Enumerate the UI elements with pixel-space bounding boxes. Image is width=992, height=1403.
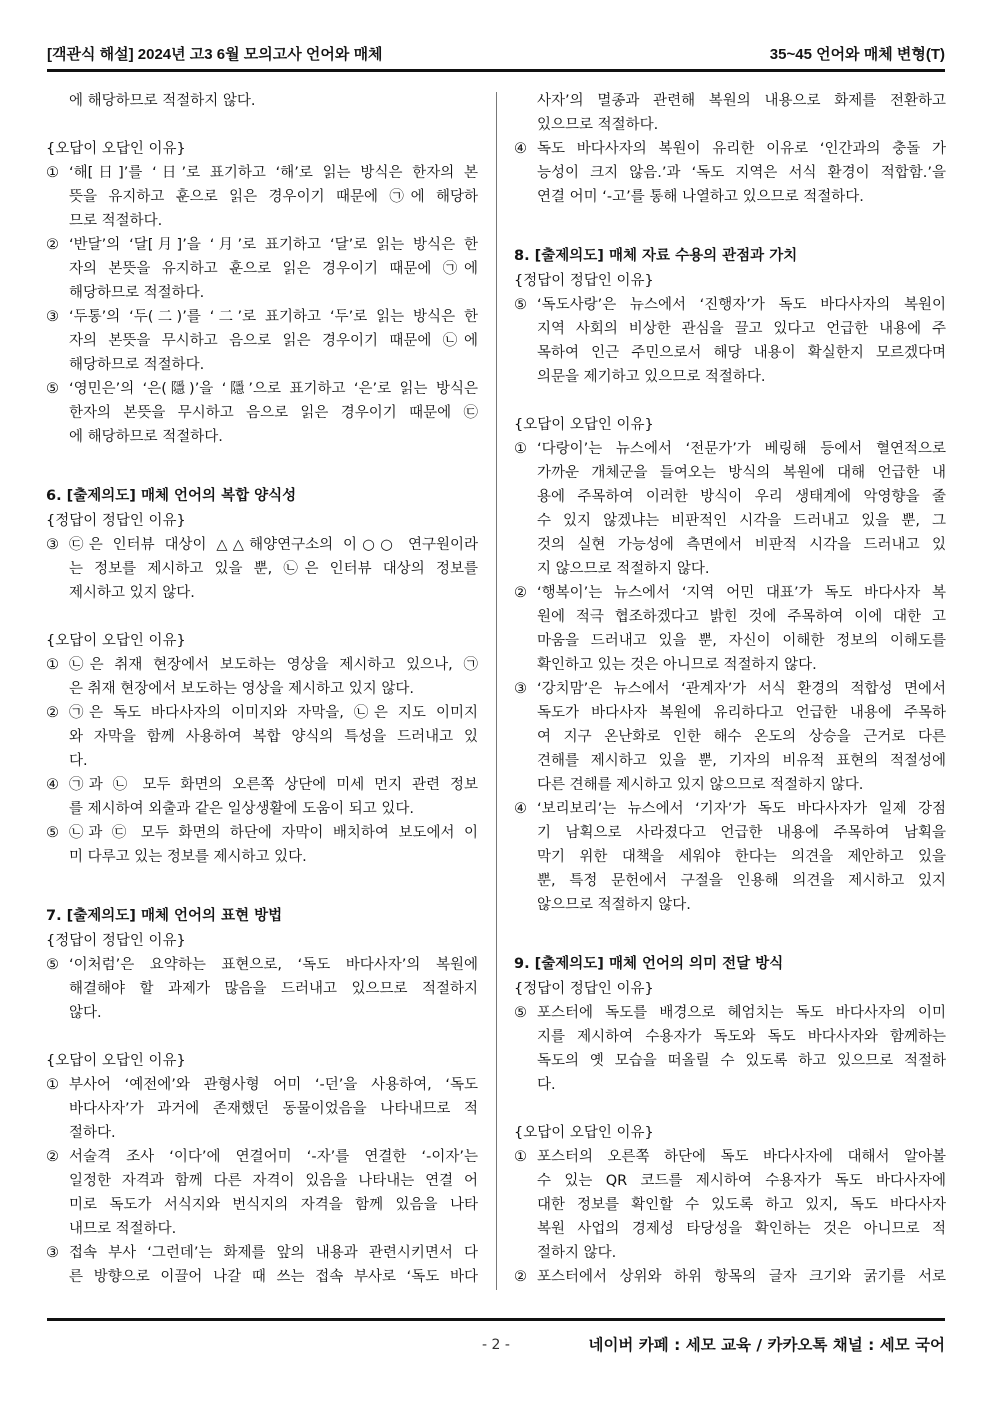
answer-item bbox=[514, 293, 946, 389]
answer-text bbox=[537, 293, 946, 389]
text-line: 다른 견해를 제시하고 있지 않으므로 적절하지 않다. bbox=[537, 777, 864, 793]
circled-number: ① bbox=[514, 1149, 527, 1165]
correct-reason-label: {정답이 정답인 이유} bbox=[514, 981, 654, 997]
text-line: ‘다랑이’는 뉴스에서 ‘전문가’가 베링해 등에서 혈연적으로 bbox=[537, 441, 946, 457]
text-line: 포스터에서 상위와 하위 항목의 글자 크기와 굵기를 서로 bbox=[537, 1269, 946, 1285]
question-block bbox=[514, 244, 946, 917]
circled-number: ④ bbox=[46, 777, 59, 793]
text-line: 를 제시하여 외출과 같은 일상생활에 도움이 되고 있다. bbox=[69, 801, 415, 817]
text-line: ‘독도사랑’은 뉴스에서 ‘진행자’가 독도 바다사자의 복원이 bbox=[537, 297, 946, 313]
correct-reason-label: {정답이 정답인 이유} bbox=[46, 513, 186, 529]
footer-channel-info: 네이버 카페 : 세모 교육 / 카카오톡 채널 : 세모 국어 bbox=[588, 1336, 945, 1354]
text-line: 자의 본뜻을 유지하고 훈으로 읽은 경우이기 때문에 ㉠에 bbox=[69, 261, 478, 277]
text-line: 른 방향으로 이끌어 나갈 때 쓰는 접속 부사로 ‘독도 바다 bbox=[69, 1269, 478, 1285]
text-line: 여 지구 온난화로 인한 해수 온도의 상승을 근거로 다른 bbox=[537, 729, 946, 745]
text-line: 포스터에 독도를 배경으로 헤엄치는 독도 바다사자의 이미 bbox=[537, 1005, 946, 1021]
answer-item bbox=[514, 1265, 946, 1289]
text-line: 지를 제시하여 수용자가 독도와 독도 바다사자와 함께하는 bbox=[537, 1029, 946, 1045]
text-line: 에 해당하므로 적절하지 않다. bbox=[69, 93, 256, 109]
text-line: ㉠과 ㉡ 모두 화면의 오른쪽 상단에 미세 먼지 관련 정보 bbox=[69, 777, 478, 793]
text-line: 바다사자’가 과거에 존재했던 동물이었음을 나타내므로 적 bbox=[69, 1101, 478, 1117]
continued-text bbox=[537, 89, 946, 137]
text-line: 독도의 옛 모습을 떠올릴 수 있도록 하고 있으므로 적절하 bbox=[537, 1053, 946, 1069]
answer-item bbox=[46, 1073, 478, 1145]
text-line: 해당하므로 적절하다. bbox=[69, 357, 205, 373]
text-line: 뜻을 유지하고 훈으로 읽은 경우이기 때문에 ㉠에 해당하 bbox=[69, 189, 478, 205]
answer-text bbox=[69, 773, 478, 821]
circled-number: ④ bbox=[514, 141, 527, 157]
header-question-range: 35~45 언어와 매체 변형(T) bbox=[769, 46, 945, 63]
text-line: 므로 적절하다. bbox=[69, 213, 163, 229]
text-line: 뿐, 특정 문헌에서 구절을 인용해 의견을 제시하고 있지 bbox=[537, 873, 946, 889]
correct-reason-label: {정답이 정답인 이유} bbox=[514, 273, 654, 289]
text-line: 미 다루고 있는 정보를 제시하고 있다. bbox=[69, 849, 307, 865]
text-line: 절하다. bbox=[69, 1125, 116, 1141]
circled-number: ① bbox=[514, 441, 527, 457]
answer-text bbox=[69, 161, 478, 233]
answer-text bbox=[69, 653, 478, 701]
text-line: ㉠은 독도 바다사자의 이미지와 자막을, ㉡은 지도 이미지 bbox=[69, 705, 478, 721]
text-line: 서술격 조사 ‘이다’에 연결어미 ‘-자’를 연결한 ‘-이자’는 bbox=[69, 1149, 478, 1165]
answer-item bbox=[514, 437, 946, 581]
text-line: 사자’의 멸종과 관련해 복원의 내용으로 화제를 전환하고 bbox=[537, 93, 946, 109]
answer-text bbox=[69, 233, 478, 305]
question-block bbox=[46, 89, 478, 449]
page-number: - 2 - bbox=[482, 1337, 510, 1353]
answer-item bbox=[46, 773, 478, 821]
column-divider bbox=[496, 92, 497, 1290]
answer-text bbox=[537, 1145, 946, 1265]
answer-item bbox=[514, 797, 946, 917]
circled-number: ① bbox=[46, 1077, 59, 1093]
text-line: 지 않으므로 적절하지 않다. bbox=[537, 561, 710, 577]
text-line: 부사어 ‘예전에’와 관형사형 어미 ‘-던’을 사용하여, ‘독도 bbox=[69, 1077, 478, 1093]
text-line: 내므로 적절하다. bbox=[69, 1221, 177, 1237]
wrong-reason-label: {오답이 오답인 이유} bbox=[46, 1053, 186, 1069]
circled-number: ① bbox=[46, 165, 59, 181]
answer-item bbox=[514, 677, 946, 797]
right-column bbox=[514, 89, 946, 1289]
text-line: 기 남획으로 사라졌다고 언급한 내용에 주목하여 남획을 bbox=[537, 825, 946, 841]
footer-rule bbox=[47, 1318, 945, 1321]
text-line: 한자의 본뜻을 무시하고 음으로 읽은 경우이기 때문에 ㉢ bbox=[69, 405, 478, 421]
text-line: 용에 주목하여 이러한 방식이 우리 생태계에 악영향을 줄 bbox=[537, 489, 946, 505]
answer-text bbox=[69, 1241, 478, 1289]
text-line: ‘두통’의 ‘두(二)’를 ‘二’로 표기하고 ‘두’로 읽는 방식은 한 bbox=[69, 309, 478, 325]
answer-item bbox=[46, 305, 478, 377]
text-line: 연결 어미 ‘-고’를 통해 나열하고 있으므로 적절하다. bbox=[537, 189, 864, 205]
answer-item bbox=[46, 701, 478, 773]
text-line: 확인하고 있는 것은 아니므로 적절하지 않다. bbox=[537, 657, 817, 673]
question-heading: 6. [출제의도] 매체 언어의 복합 양식성 bbox=[46, 488, 297, 504]
wrong-reason-label: {오답이 오답인 이유} bbox=[514, 417, 654, 433]
text-line: ㉢은 인터뷰 대상이 △△해양연구소의 이○○ 연구원이라 bbox=[69, 537, 478, 553]
text-line: 것의 실현 가능성에 측면에서 비판적 시각을 드러내고 있 bbox=[537, 537, 946, 553]
answer-item bbox=[46, 533, 478, 605]
text-line: 않으므로 적절하지 않다. bbox=[537, 897, 691, 913]
text-line: 가까운 개체군을 들여오는 방식의 복원에 대해 언급한 내 bbox=[537, 465, 946, 481]
answer-text bbox=[537, 677, 946, 797]
answer-text bbox=[537, 1265, 946, 1289]
answer-item bbox=[514, 581, 946, 677]
circled-number: ⑤ bbox=[46, 957, 59, 973]
circled-number: ② bbox=[514, 1269, 527, 1285]
answer-text bbox=[69, 305, 478, 377]
text-line: 마움을 드러내고 있을 뿐, 자신이 이해한 정보의 이해도를 bbox=[537, 633, 946, 649]
answer-item bbox=[46, 953, 478, 1025]
text-line: 수 있지 않겠냐는 비판적인 시각을 드러내고 있을 뿐, 그 bbox=[537, 513, 946, 529]
answer-text bbox=[69, 1073, 478, 1145]
question-block bbox=[46, 484, 478, 869]
circled-number: ⑤ bbox=[514, 297, 527, 313]
text-line: ‘반달’의 ‘달[月]’을 ‘月’로 표기하고 ‘달’로 읽는 방식은 한 bbox=[69, 237, 478, 253]
wrong-reason-label: {오답이 오답인 이유} bbox=[46, 633, 186, 649]
circled-number: ④ bbox=[514, 801, 527, 817]
question-block bbox=[514, 89, 946, 209]
wrong-reason-label: {오답이 오답인 이유} bbox=[46, 141, 186, 157]
left-column bbox=[46, 89, 478, 1289]
question-block bbox=[514, 952, 946, 1289]
text-line: 수 있는 QR 코드를 제시하여 수용자가 독도 바다사자에 bbox=[537, 1173, 946, 1189]
text-line: 포스터의 오른쪽 하단에 독도 바다사자에 대해서 알아볼 bbox=[537, 1149, 946, 1165]
header-rule bbox=[47, 69, 945, 72]
text-line: ‘행복이’는 뉴스에서 ‘지역 어민 대표’가 독도 바다사자 복 bbox=[537, 585, 946, 601]
answer-text bbox=[69, 821, 478, 869]
answer-text bbox=[69, 1145, 478, 1241]
answer-text bbox=[69, 377, 478, 449]
text-line: ㉡과 ㉢ 모두 화면의 하단에 자막이 배치하여 보도에서 이 bbox=[69, 825, 478, 841]
answer-item bbox=[514, 1001, 946, 1097]
continued-text bbox=[69, 89, 478, 113]
answer-item bbox=[46, 233, 478, 305]
circled-number: ② bbox=[46, 237, 59, 253]
text-line: 능성이 크지 않음.’과 ‘독도 지역은 서식 환경이 적합함.’을 bbox=[537, 165, 946, 181]
answer-item bbox=[46, 377, 478, 449]
text-line: 의문을 제기하고 있으므로 적절하다. bbox=[537, 369, 766, 385]
answer-text bbox=[537, 137, 946, 209]
wrong-reason-label: {오답이 오답인 이유} bbox=[514, 1125, 654, 1141]
text-line: ‘보리보리’는 뉴스에서 ‘기자’가 독도 바다사자가 일제 강점 bbox=[537, 801, 946, 817]
circled-number: ③ bbox=[46, 537, 59, 553]
text-line: 는 정보를 제시하고 있을 뿐, ㉡은 인터뷰 대상의 정보를 bbox=[69, 561, 478, 577]
text-line: 원에 적극 협조하겠다고 밝힌 것에 주목하여 이에 대한 고 bbox=[537, 609, 946, 625]
question-heading: 7. [출제의도] 매체 언어의 표현 방법 bbox=[46, 908, 283, 924]
answer-item bbox=[46, 653, 478, 701]
text-line: ‘해[日]’를 ‘日’로 표기하고 ‘해’로 읽는 방식은 한자의 본 bbox=[69, 165, 478, 181]
text-line: 독도 바다사자의 복원이 유리한 이유로 ‘인간과의 충돌 가 bbox=[537, 141, 946, 157]
text-line: ‘이처럼’은 요약하는 표현으로, ‘독도 바다사자’의 복원에 bbox=[69, 957, 478, 973]
answer-text bbox=[537, 581, 946, 677]
text-line: 대한 정보를 확인할 수 있도록 하고 있지, 독도 바다사자 bbox=[537, 1197, 946, 1213]
answer-item bbox=[46, 161, 478, 233]
text-line: 않다. bbox=[69, 1005, 102, 1021]
text-line: 미로 독도가 서식지와 번식지의 자격을 함께 있음을 나타 bbox=[69, 1197, 478, 1213]
answer-text bbox=[537, 797, 946, 917]
text-line: 에 해당하므로 적절하다. bbox=[69, 429, 223, 445]
text-line: 자의 본뜻을 무시하고 음으로 읽은 경우이기 때문에 ㉡에 bbox=[69, 333, 478, 349]
text-line: 해당하므로 적절하다. bbox=[69, 285, 205, 301]
circled-number: ③ bbox=[46, 1245, 59, 1261]
text-line: 절하지 않다. bbox=[537, 1245, 617, 1261]
text-line: 해결해야 할 과제가 많음을 드러내고 있으므로 적절하지 bbox=[69, 981, 478, 997]
circled-number: ⑤ bbox=[46, 381, 59, 397]
circled-number: ② bbox=[514, 585, 527, 601]
text-line: 독도가 바다사자 복원에 유리하다고 언급한 내용에 주목하 bbox=[537, 705, 946, 721]
answer-item bbox=[514, 1145, 946, 1265]
text-line: ‘강치맘’은 뉴스에서 ‘관계자’가 서식 환경의 적합성 면에서 bbox=[537, 681, 946, 697]
circled-number: ③ bbox=[46, 309, 59, 325]
question-heading: 9. [출제의도] 매체 언어의 의미 전달 방식 bbox=[514, 956, 784, 972]
header-title: [객관식 해설] 2024년 고3 6월 모의고사 언어와 매체 bbox=[47, 46, 383, 63]
circled-number: ⑤ bbox=[46, 825, 59, 841]
text-line: 목하여 인근 주민으로서 해당 내용이 확실한지 모르겠다며 bbox=[537, 345, 946, 361]
answer-item bbox=[46, 821, 478, 869]
text-line: 지역 사회의 비상한 관심을 끌고 있다고 언급한 내용에 주 bbox=[537, 321, 946, 337]
text-line: 복원 사업의 경제성 타당성을 확인하는 것은 아니므로 적 bbox=[537, 1221, 946, 1237]
text-line: 다. bbox=[537, 1077, 556, 1093]
text-line: ㉡은 취재 현장에서 보도하는 영상을 제시하고 있으나, ㉠ bbox=[69, 657, 478, 673]
answer-text bbox=[537, 437, 946, 581]
correct-reason-label: {정답이 정답인 이유} bbox=[46, 933, 186, 949]
text-line: 다. bbox=[69, 753, 88, 769]
circled-number: ② bbox=[46, 1149, 59, 1165]
text-line: 접속 부사 ‘그런데’는 화제를 앞의 내용과 관련시키면서 다 bbox=[69, 1245, 478, 1261]
answer-text bbox=[69, 701, 478, 773]
circled-number: ② bbox=[46, 705, 59, 721]
answer-text bbox=[537, 1001, 946, 1097]
question-block bbox=[46, 904, 478, 1289]
text-line: 막기 위한 대책을 세워야 한다는 의견을 제안하고 있을 bbox=[537, 849, 946, 865]
text-line: 제시하고 있지 않다. bbox=[69, 585, 195, 601]
answer-item bbox=[46, 1241, 478, 1289]
text-line: 일정한 자격과 함께 다른 자격이 있음을 나타내는 연결 어 bbox=[69, 1173, 478, 1189]
answer-text bbox=[69, 533, 478, 605]
answer-item bbox=[514, 137, 946, 209]
question-heading: 8. [출제의도] 매체 자료 수용의 관점과 가치 bbox=[514, 248, 798, 264]
circled-number: ③ bbox=[514, 681, 527, 697]
text-line: 와 자막을 함께 사용하여 복합 양식의 특성을 드러내고 있 bbox=[69, 729, 478, 745]
text-line: ‘영민은’의 ‘은(隱)’을 ‘隱’으로 표기하고 ‘은’로 읽는 방식은 bbox=[69, 381, 478, 397]
circled-number: ⑤ bbox=[514, 1005, 527, 1021]
answer-item bbox=[46, 1145, 478, 1241]
text-line: 있으므로 적절하다. bbox=[537, 117, 659, 133]
text-line: 은 취재 현장에서 보도하는 영상을 제시하고 있지 않다. bbox=[69, 681, 415, 697]
circled-number: ① bbox=[46, 657, 59, 673]
text-line: 견해를 제시하고 있을 뿐, 기자의 비유적 표현의 적절성에 bbox=[537, 753, 946, 769]
answer-text bbox=[69, 953, 478, 1025]
